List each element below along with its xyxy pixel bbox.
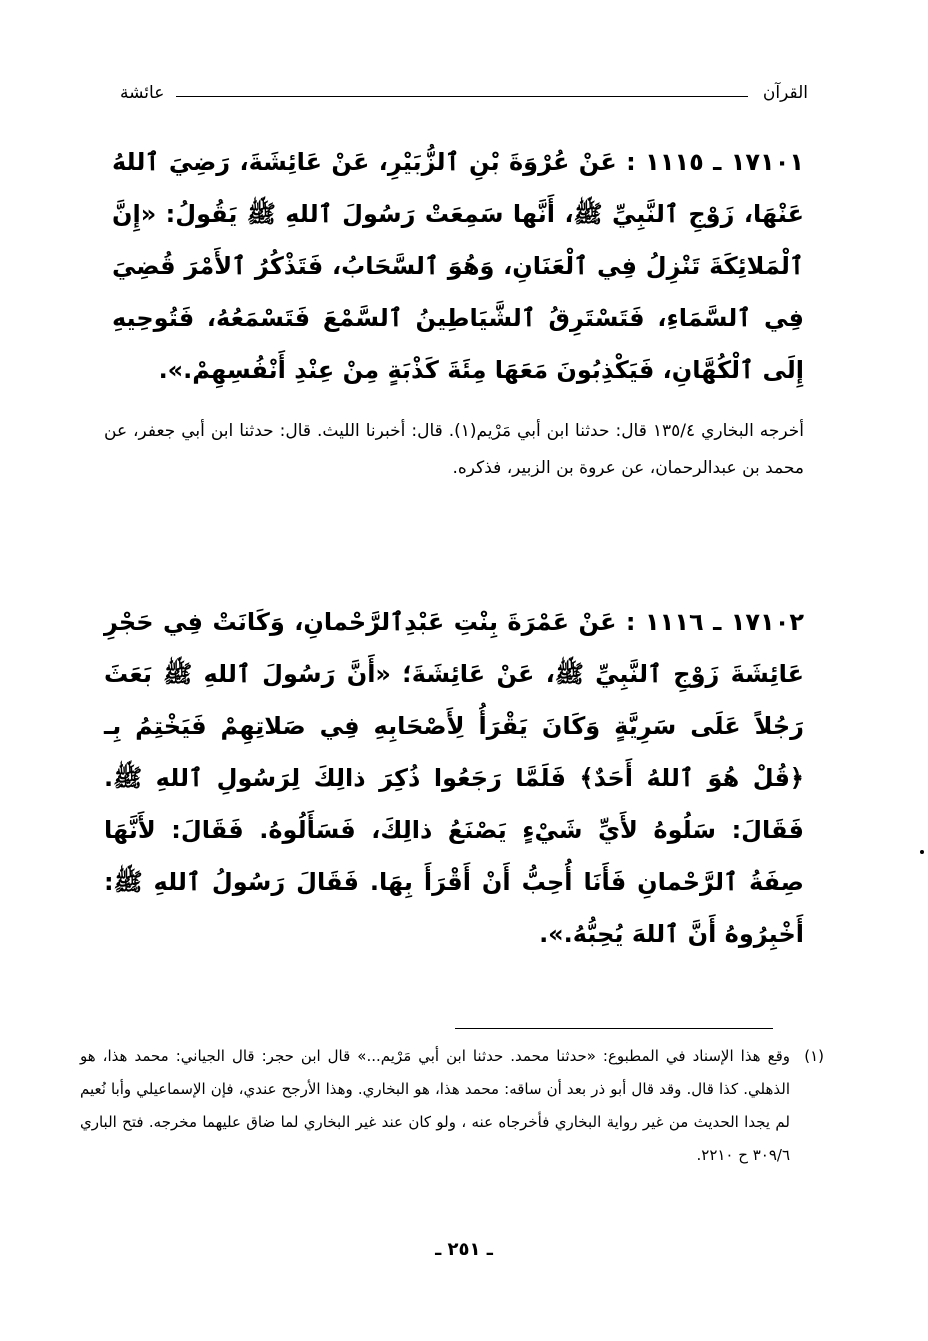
header-rule — [176, 96, 748, 97]
hadith-17101-source: أخرجه البخاري ١٣٥/٤ قال: حدثنا ابن أبي مَرْيم(١). قال: أخبرنا الليث. قال: حدثنا ابن أبي جعفر، عن محمد بن عبدالرحمان، عن عروة بن الزبير، فذكره. — [104, 421, 804, 478]
header-chapter-title: عائشة — [120, 83, 165, 103]
footnote-number: (١) — [804, 1047, 824, 1065]
hadith-17101: ١٧١٠١ ـ ١١١٥ : عَنْ عُرْوَةَ بْنِ ٱلزُّبَيْرِ، عَنْ عَائِشَةَ، رَضِيَ ٱللهُ عَنْهَا، زَوْجِ ٱلنَّبِيِّ ﷺ، أَنَّها سَمِعَتْ رَسُولَ ٱللهِ ﷺ يَقُولُ: «إِنَّ ٱلْمَلائِكَةَ تَنْزِلُ فِي ٱلْعَنَانِ، وَهُوَ ٱلسَّحَابُ، فَتَذْكُرُ ٱلأَمْرَ قُضِيَ فِي ٱلسَّمَاءِ، فَتَسْتَرِقُ ٱلشَّيَاطِينُ ٱلسَّمْعَ فَتَسْمَعُهُ، فَتُوحِيهِ إِلَى ٱلْكُهَّانِ، فَيَكْذِبُونَ مَعَهَا مِئَةَ كَذْبَةٍ مِنْ عِنْدِ أَنْفُسِهِمْ.». — [112, 148, 804, 384]
scan-edge-mark — [920, 850, 924, 854]
footnote-text: وقع هذا الإسناد في المطبوع: «حدثنا محمد. حدثنا ابن أبي مَرْيم...» قال ابن حجر: قال الجياني: محمد هذا، هو الذهلي. كذا قال. وقد قال أبو ذر بعد أن ساقه: محمد هذا، هو البخاري. وهذا الأرجح عندي، فإن الإسماعيلي وأبا نُعيم لم يجدا الحديث من غير رواية البخاري فأخرجاه عنه ، ولو كان عند غير البخاري لما ضاق عليهما مخرجه. فتح الباري ٣٠٩/٦ ح ٢٢١٠. — [80, 1047, 790, 1164]
hadith-17102: ١٧١٠٢ ـ ١١١٦ : عَنْ عَمْرَةَ بِنْتِ عَبْدِٱلرَّحْمانِ، وَكَانَتْ فِي حَجْرِ عَائِشَةَ زَوْجِ ٱلنَّبِيِّ ﷺ، عَنْ عَائِشَةَ؛ «أَنَّ رَسُولَ ٱللهِ ﷺ بَعَثَ رَجُلاً عَلَى سَرِيَّةٍ وَكَانَ يَقْرَأُ لِأَصْحَابِهِ فِي صَلاتِهِمْ فَيَخْتِمُ بِـ ﴿قُلْ هُوَ ٱللهُ أَحَدٌ﴾ فَلَمَّا رَجَعُوا ذُكِرَ ذالِكَ لِرَسُولِ ٱللهِ ﷺ. فَقَالَ: سَلُوهُ لأَيِّ شَيْءٍ يَصْنَعُ ذالِكَ، فَسَأَلُوهُ. فَقَالَ: لأَنَّهَا صِفَةُ ٱلرَّحْمانِ فَأَنَا أُحِبُّ أَنْ أَقْرَأَ بِهَا. فَقَالَ رَسُولُ ٱللهِ ﷺ: أَخْبِرُوهُ أَنَّ ٱللهَ يُحِبُّهُ.». — [104, 608, 804, 948]
running-header — [120, 78, 808, 108]
page-number: ـ ٢٥١ ـ — [435, 1239, 493, 1260]
footnote-separator — [455, 1028, 773, 1029]
header-book-title: القرآن — [762, 83, 808, 103]
